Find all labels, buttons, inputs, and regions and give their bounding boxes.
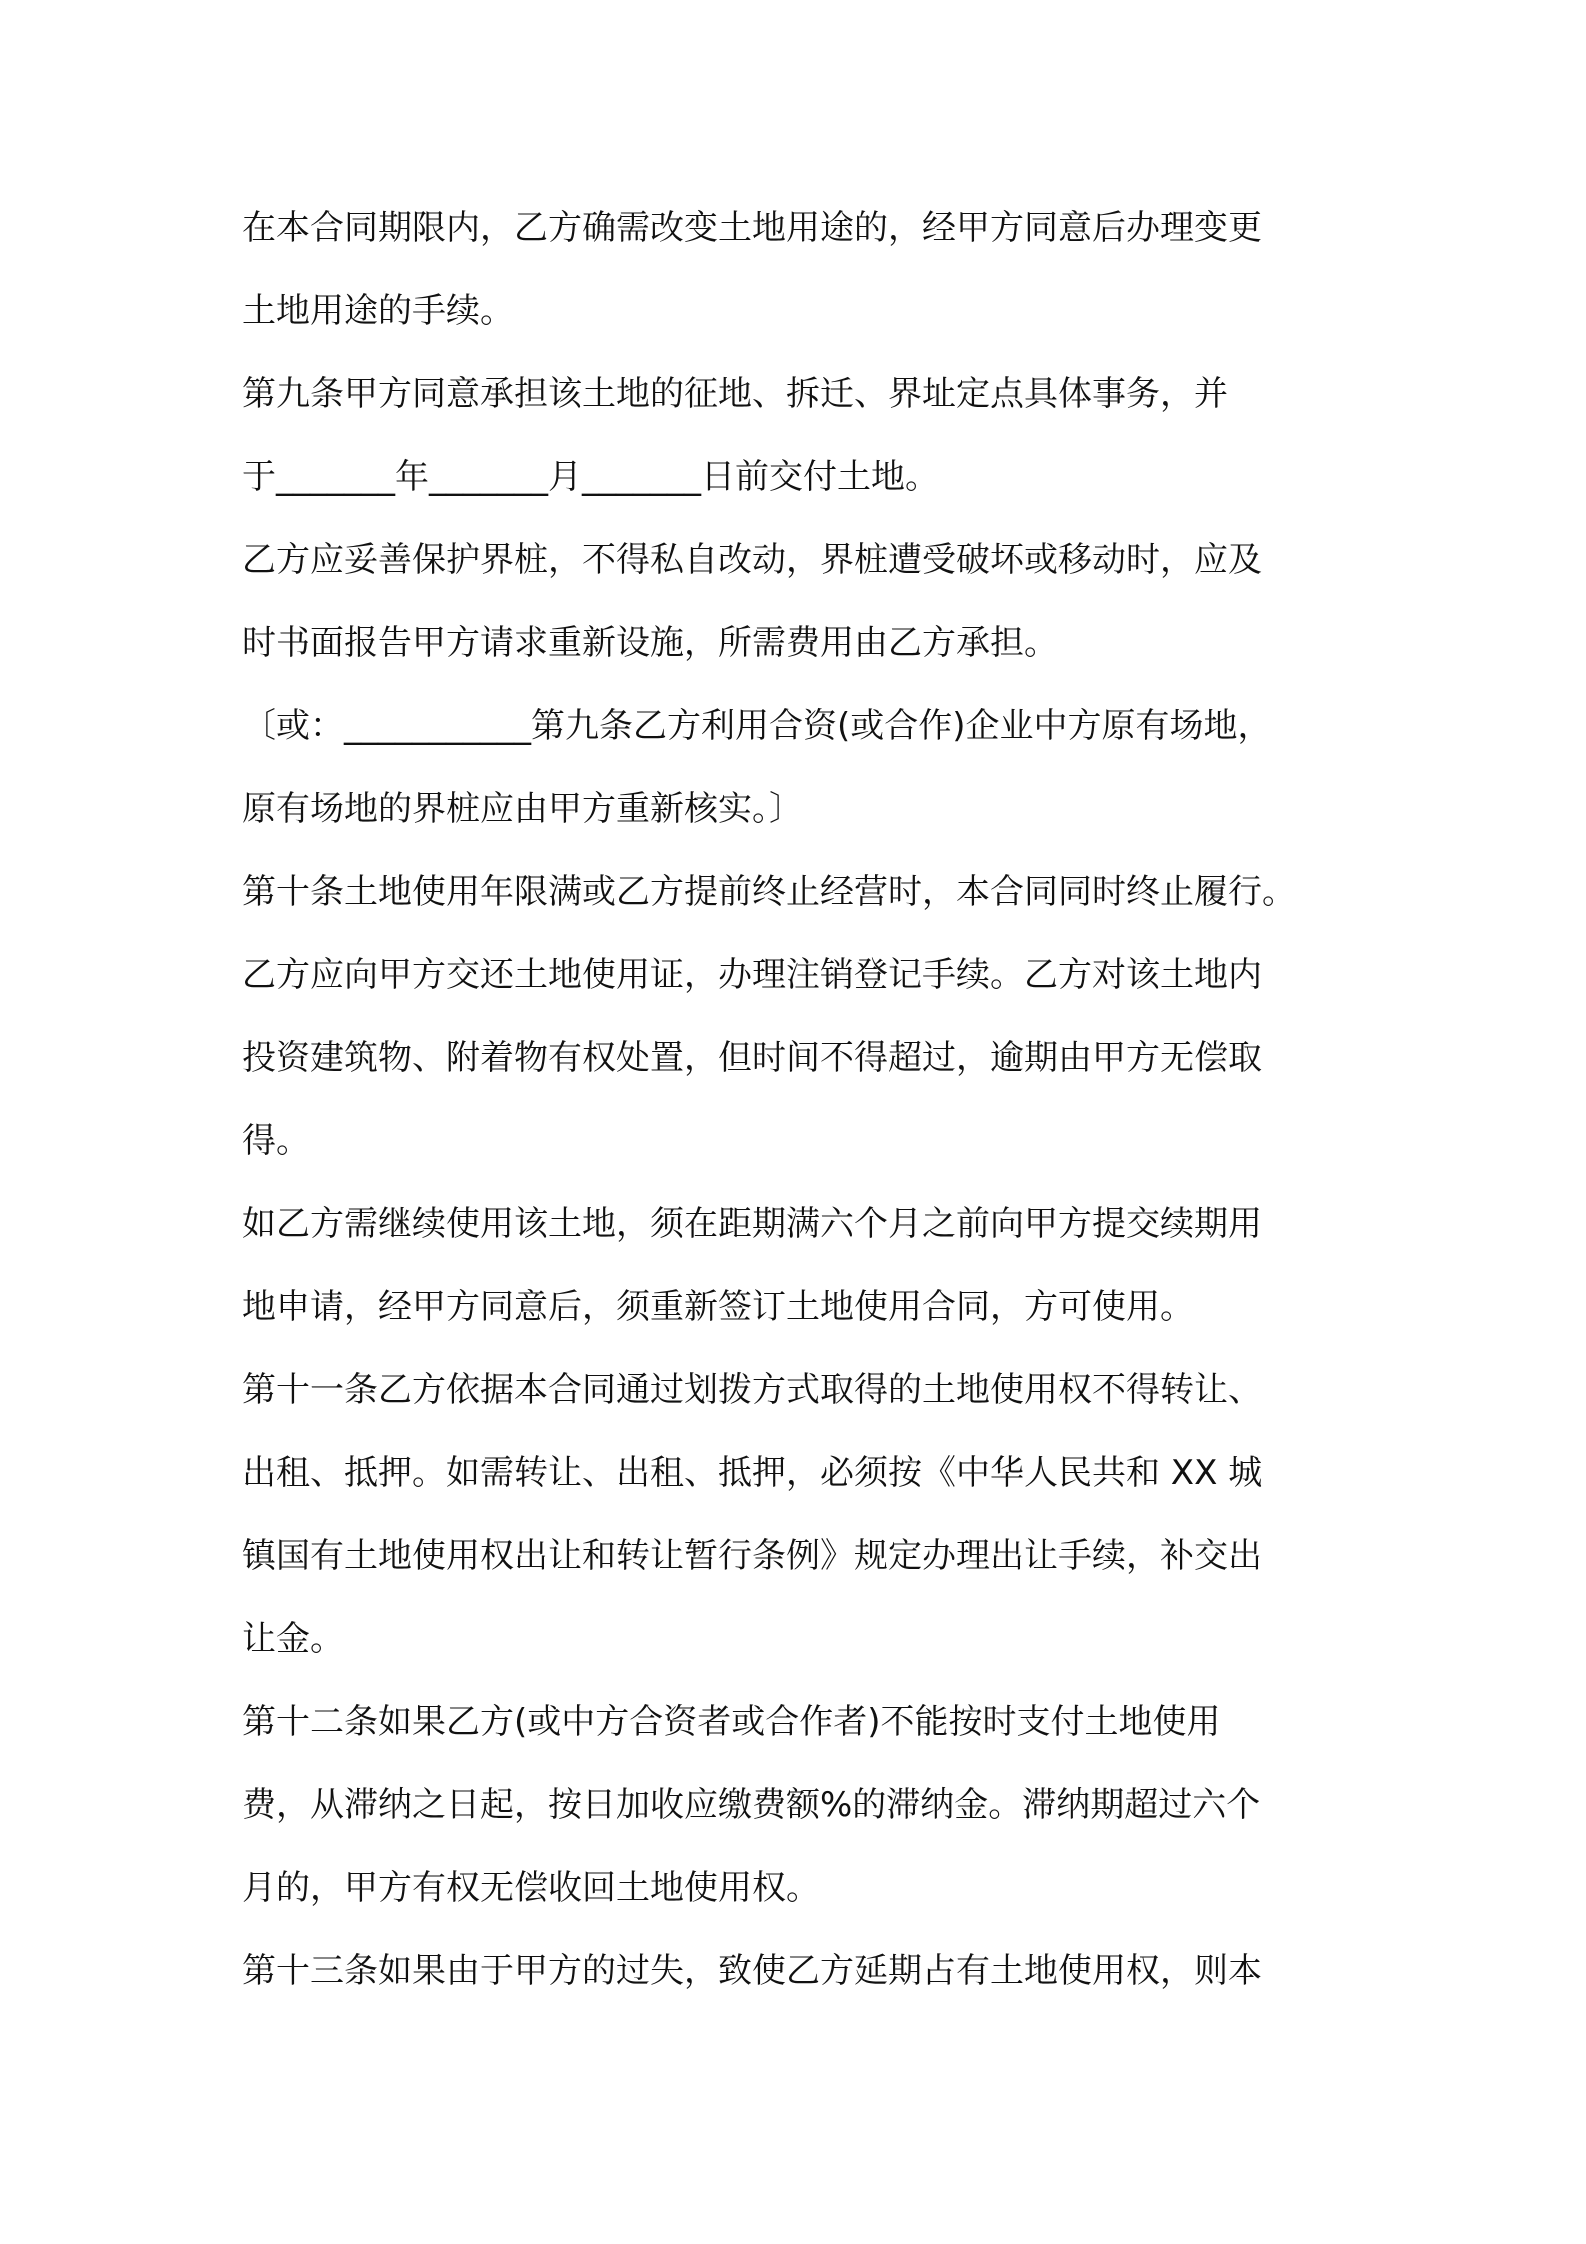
- text-line: 原有场地的界桩应由甲方重新核实。〕: [242, 789, 803, 829]
- text-line: 投资建筑物、附着物有权处置，但时间不得超过，逾期由甲方无偿取: [242, 1038, 1262, 1078]
- text-line: 〔或：___________第九条乙方利用合资(或合作)企业中方原有场地，: [242, 706, 1272, 746]
- text-line: 第十一条乙方依据本合同通过划拨方式取得的土地使用权不得转让、: [242, 1370, 1262, 1410]
- text-line: 于_______年_______月_______日前交付土地。: [242, 457, 939, 497]
- text-line: 土地用途的手续。: [242, 291, 514, 331]
- text-line: 第九条甲方同意承担该土地的征地、拆迁、界址定点具体事务，并: [242, 374, 1228, 414]
- text-line: 让金。: [242, 1619, 344, 1659]
- text-line: 第十二条如果乙方(或中方合资者或合作者)不能按时支付土地使用: [242, 1702, 1221, 1742]
- text-line: 第十条土地使用年限满或乙方提前终止经营时，本合同同时终止履行。: [242, 872, 1296, 912]
- text-line: 在本合同期限内，乙方确需改变土地用途的，经甲方同意后办理变更: [242, 208, 1262, 248]
- text-line: 第十三条如果由于甲方的过失，致使乙方延期占有土地使用权，则本: [242, 1951, 1262, 1991]
- text-line: 地申请，经甲方同意后，须重新签订土地使用合同，方可使用。: [242, 1287, 1194, 1327]
- text-line: 月的，甲方有权无偿收回土地使用权。: [242, 1868, 820, 1908]
- text-line: 出租、抵押。如需转让、出租、抵押，必须按《中华人民共和 XX 城: [242, 1453, 1263, 1493]
- text-line: 乙方应妥善保护界桩，不得私自改动，界桩遭受破坏或移动时，应及: [242, 540, 1262, 580]
- text-line: 乙方应向甲方交还土地使用证，办理注销登记手续。乙方对该土地内: [242, 955, 1262, 995]
- text-line: 费，从滞纳之日起，按日加收应缴费额%的滞纳金。滞纳期超过六个: [242, 1785, 1261, 1825]
- text-line: 如乙方需继续使用该土地，须在距期满六个月之前向甲方提交续期用: [242, 1204, 1262, 1244]
- text-line: 时书面报告甲方请求重新设施，所需费用由乙方承担。: [242, 623, 1058, 663]
- text-line: 镇国有土地使用权出让和转让暂行条例》规定办理出让手续，补交出: [242, 1536, 1262, 1576]
- text-line: 得。: [242, 1121, 310, 1161]
